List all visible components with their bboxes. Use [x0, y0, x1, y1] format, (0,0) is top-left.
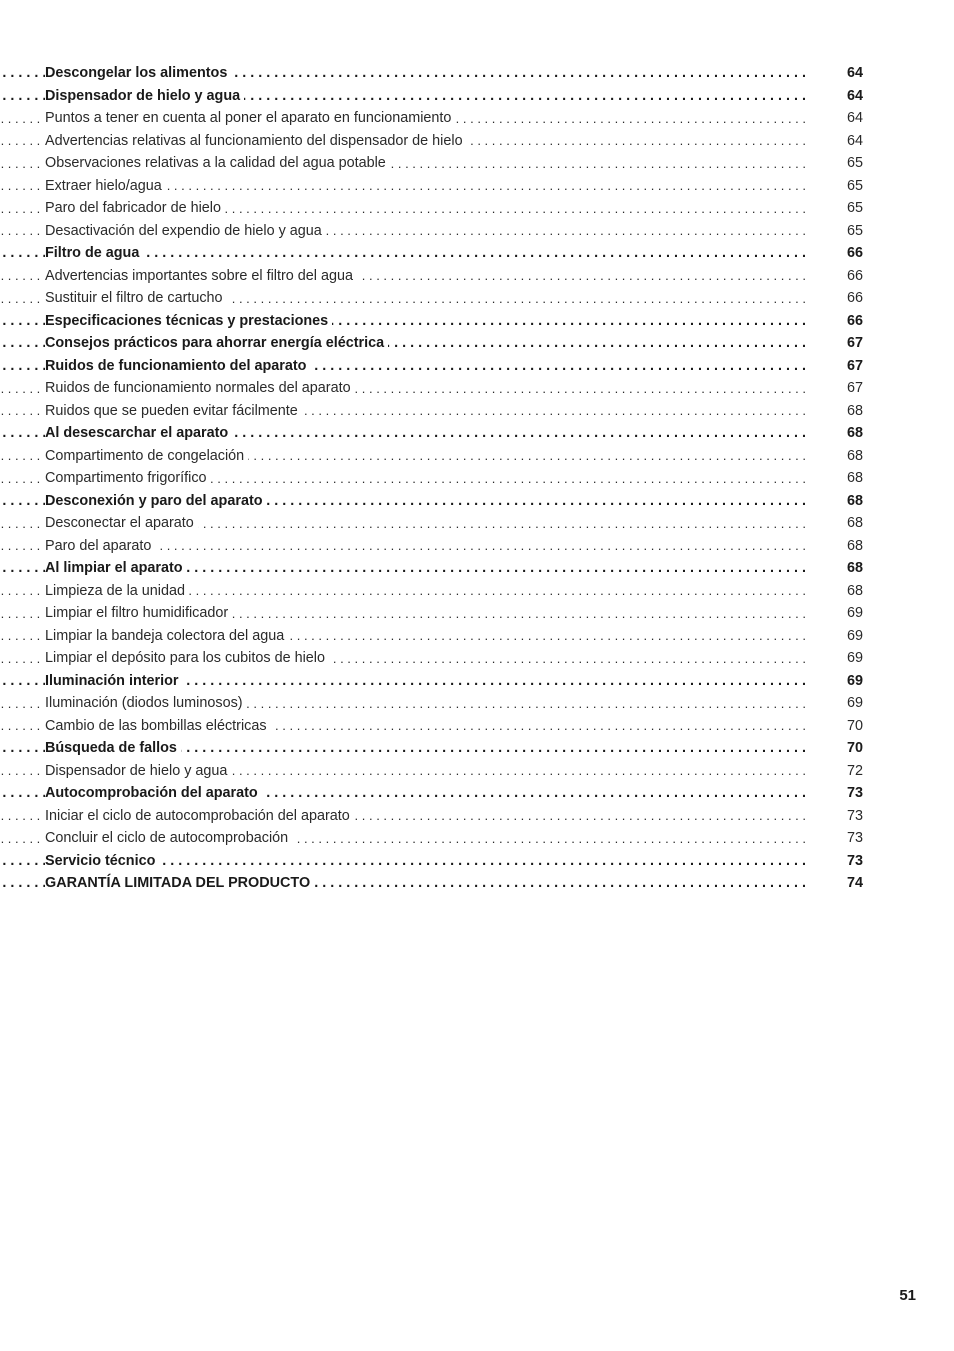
toc-subsection-entry[interactable] [45, 760, 863, 783]
toc-subsection-entry[interactable] [45, 265, 863, 288]
toc-subsection-entry[interactable] [45, 805, 863, 828]
toc-entry-label: Iluminación interior [45, 673, 183, 689]
toc-subsection-entry[interactable] [45, 445, 863, 468]
page-number: 51 [899, 1287, 916, 1304]
toc-entry-page: 68 [846, 447, 863, 464]
toc-entry-label: Concluir el ciclo de autocomprobación [45, 830, 292, 846]
toc-section-entry[interactable] [45, 310, 863, 333]
toc-entry-label: Dispensador de hielo y agua [45, 763, 231, 779]
toc-subsection-entry[interactable] [45, 152, 863, 175]
toc-entry-page: 64 [846, 65, 863, 82]
toc-section-entry[interactable] [45, 872, 863, 895]
toc-entry-page: 66 [846, 245, 863, 262]
toc-entry-label: Extraer hielo/agua [45, 178, 166, 194]
toc-entry-label: Ruidos de funcionamiento del aparato [45, 358, 310, 374]
toc-entry-label: Cambio de las bombillas eléctricas [45, 718, 271, 734]
toc-subsection-entry[interactable] [45, 715, 863, 738]
toc-subsection-entry[interactable] [45, 175, 863, 198]
toc-entry-label: Búsqueda de fallos [45, 740, 181, 756]
toc-entry-label: Autocomprobación del aparato [45, 785, 262, 801]
toc-subsection-entry[interactable] [45, 602, 863, 625]
toc-section-entry[interactable] [45, 355, 863, 378]
toc-subsection-entry[interactable] [45, 512, 863, 535]
toc-entry-label: Especificaciones técnicas y prestaciones [45, 313, 332, 329]
toc-entry-page: 69 [846, 605, 863, 622]
toc-entry-page: 72 [846, 762, 863, 779]
toc-entry-label: Compartimento frigorífico [45, 470, 211, 486]
toc-entry-page: 70 [846, 740, 863, 757]
toc-section-entry[interactable] [45, 62, 863, 85]
toc-entry-label: Limpiar el filtro humidificador [45, 605, 232, 621]
toc-subsection-entry[interactable] [45, 400, 863, 423]
toc-entry-page: 66 [846, 290, 863, 307]
toc-entry-page: 69 [846, 650, 863, 667]
toc-subsection-entry[interactable] [45, 467, 863, 490]
toc-subsection-entry[interactable] [45, 692, 863, 715]
toc-entry-label: Paro del fabricador de hielo [45, 200, 225, 216]
toc-entry-page: 66 [846, 267, 863, 284]
toc-entry-page: 73 [846, 852, 863, 869]
toc-entry-label: Iniciar el ciclo de autocomprobación del aparato [45, 808, 354, 824]
toc-subsection-entry[interactable] [45, 220, 863, 243]
toc-entry-page: 69 [846, 627, 863, 644]
toc-entry-page: 68 [846, 470, 863, 487]
toc-entry-label: Observaciones relativas a la calidad del agua potable [45, 155, 390, 171]
toc-entry-label: Limpiar el depósito para los cubitos de hielo [45, 650, 329, 666]
toc-entry-page: 73 [846, 830, 863, 847]
toc-entry-page: 68 [846, 537, 863, 554]
toc-entry-page: 67 [846, 380, 863, 397]
toc-entry-label: Servicio técnico [45, 853, 159, 869]
toc-section-entry[interactable] [45, 737, 863, 760]
toc-subsection-entry[interactable] [45, 625, 863, 648]
toc-entry-page: 74 [846, 875, 863, 892]
toc-section-entry[interactable] [45, 242, 863, 265]
toc-entry-page: 70 [846, 717, 863, 734]
toc-entry-page: 67 [846, 335, 863, 352]
toc-entry-page: 69 [846, 695, 863, 712]
toc-entry-label: Advertencias relativas al funcionamiento del dispensador de hielo [45, 133, 467, 149]
toc-entry-page: 68 [846, 560, 863, 577]
toc-entry-page: 64 [846, 110, 863, 127]
toc-entry-page: 64 [846, 87, 863, 104]
toc-entry-page: 65 [846, 200, 863, 217]
toc-entry-label: Al limpiar el aparato [45, 560, 187, 576]
toc-entry-label: Advertencias importantes sobre el filtro del agua [45, 268, 357, 284]
toc-entry-label: Desconectar el aparato [45, 515, 198, 531]
toc-entry-page: 73 [846, 807, 863, 824]
toc-entry-label: Descongelar los alimentos [45, 65, 231, 81]
toc-entry-label: Iluminación (diodos luminosos) [45, 695, 247, 711]
toc-entry-page: 68 [846, 515, 863, 532]
toc-section-entry[interactable] [45, 490, 863, 513]
toc-entry-label: Ruidos de funcionamiento normales del aparato [45, 380, 355, 396]
toc-subsection-entry[interactable] [45, 377, 863, 400]
toc-entry-label: Limpiar la bandeja colectora del agua [45, 628, 288, 644]
toc-entry-label: Limpieza de la unidad [45, 583, 189, 599]
toc-entry-page: 73 [846, 785, 863, 802]
toc-entry-label: Desactivación del expendio de hielo y agua [45, 223, 326, 239]
toc-section-entry[interactable] [45, 85, 863, 108]
toc-entry-label: Puntos a tener en cuenta al poner el aparato en funcionamiento [45, 110, 455, 126]
toc-entry-page: 67 [846, 357, 863, 374]
toc-entry-page: 68 [846, 492, 863, 509]
toc-section-entry[interactable] [45, 557, 863, 580]
toc-entry-label: Compartimento de congelación [45, 448, 248, 464]
toc-entry-page: 68 [846, 425, 863, 442]
toc-entry-label: Dispensador de hielo y agua [45, 88, 244, 104]
toc-entry-page: 65 [846, 177, 863, 194]
toc-subsection-entry[interactable] [45, 130, 863, 153]
toc-entry-label: Paro del aparato [45, 538, 155, 554]
toc-entry-label: GARANTÍA LIMITADA DEL PRODUCTO [45, 875, 314, 891]
toc-entry-page: 66 [846, 312, 863, 329]
toc-entry-page: 65 [846, 155, 863, 172]
toc-entry-label: Desconexión y paro del aparato [45, 493, 267, 509]
toc-section-entry[interactable] [45, 422, 863, 445]
toc-section-entry[interactable] [45, 850, 863, 873]
toc-subsection-entry[interactable] [45, 535, 863, 558]
table-of-contents [45, 62, 863, 895]
toc-subsection-entry[interactable] [45, 647, 863, 670]
toc-entry-label: Al desescarchar el aparato [45, 425, 232, 441]
toc-entry-label: Ruidos que se pueden evitar fácilmente [45, 403, 302, 419]
toc-entry-page: 64 [846, 132, 863, 149]
toc-subsection-entry[interactable] [45, 197, 863, 220]
toc-subsection-entry[interactable] [45, 287, 863, 310]
toc-entry-page: 68 [846, 582, 863, 599]
toc-entry-label: Filtro de agua [45, 245, 143, 261]
toc-entry-page: 68 [846, 402, 863, 419]
toc-subsection-entry[interactable] [45, 107, 863, 130]
toc-entry-page: 69 [846, 672, 863, 689]
toc-subsection-entry[interactable] [45, 827, 863, 850]
toc-entry-label: Consejos prácticos para ahorrar energía eléctrica [45, 335, 388, 351]
toc-entry-page: 65 [846, 222, 863, 239]
toc-section-entry[interactable] [45, 782, 863, 805]
toc-section-entry[interactable] [45, 670, 863, 693]
toc-section-entry[interactable] [45, 332, 863, 355]
toc-subsection-entry[interactable] [45, 580, 863, 603]
toc-entry-label: Sustituir el filtro de cartucho [45, 290, 227, 306]
